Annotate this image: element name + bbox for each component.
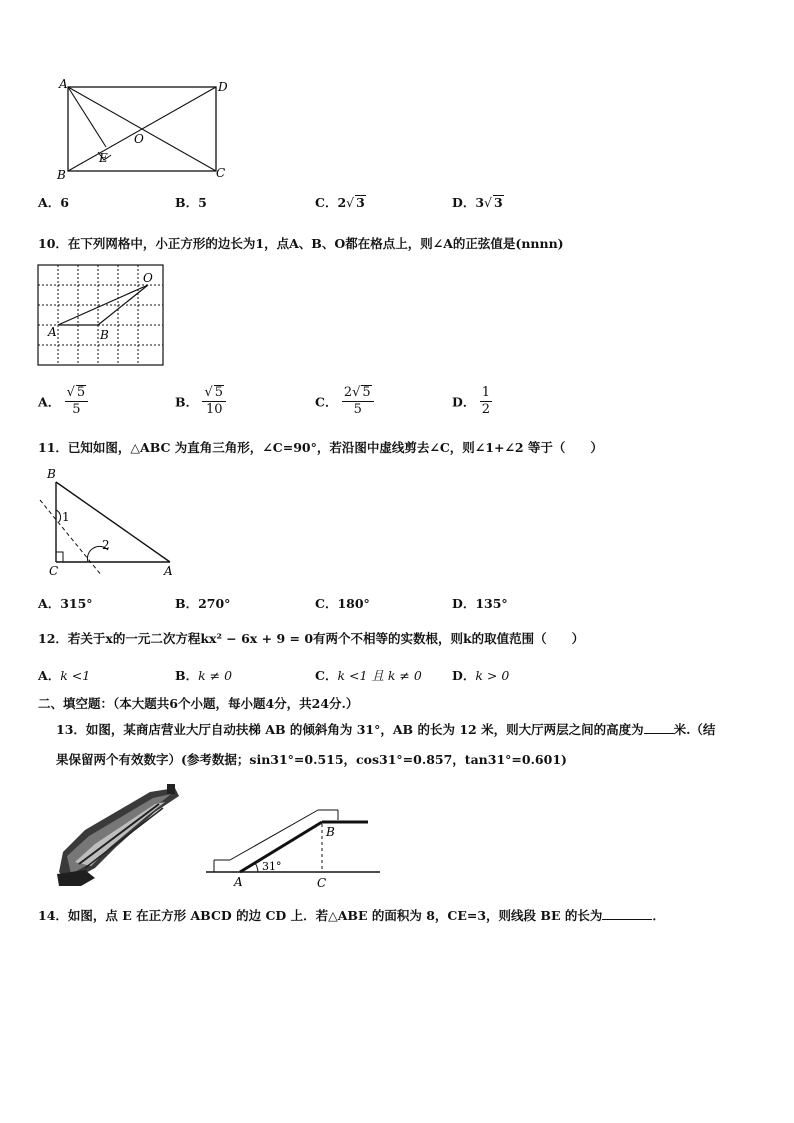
q11-text: 11．已知如图，△ABC 为直角三角形，∠C=90°，若沿图中虚线剪去∠C，则∠1+∠2 等于（ ） bbox=[38, 440, 603, 455]
q11-option-b[interactable]: B．270° bbox=[175, 596, 231, 611]
q11-label-a: A bbox=[164, 564, 173, 578]
q12-text: 12．若关于x的一元二次方程kx² − 6x + 9 = 0有两个不相等的实数根，则k的取值范围（ ） bbox=[38, 631, 585, 646]
q9-label-c: C bbox=[216, 166, 226, 180]
q11-option-a[interactable]: A．315° bbox=[38, 596, 93, 611]
q9-label-d: D bbox=[218, 80, 228, 94]
q12-options bbox=[38, 666, 558, 690]
q10-option-a-fraction: $\frac{√ 5}{5}$ bbox=[65, 385, 89, 418]
q11-option-c[interactable]: C．180° bbox=[315, 596, 370, 611]
sqrt-symbol-icon: √ bbox=[204, 385, 213, 400]
q11-options bbox=[38, 594, 558, 618]
q10-label-a: A bbox=[48, 325, 57, 339]
q9-label-a: A bbox=[59, 77, 68, 91]
q10-grid-figure bbox=[37, 264, 165, 366]
q9-option-d[interactable]: D．3√ 3 bbox=[452, 195, 503, 210]
q13-label-angle: 31° bbox=[262, 860, 282, 873]
q13-escalator-diagram bbox=[204, 800, 382, 892]
q9-option-b[interactable]: B．5 bbox=[175, 195, 207, 210]
q13-label-c: C bbox=[317, 876, 327, 890]
sqrt-symbol-icon: √ bbox=[352, 385, 361, 400]
q10-options bbox=[38, 380, 558, 420]
sqrt-symbol-icon: √ bbox=[66, 385, 75, 400]
q9-option-c[interactable]: C．2√ 3 bbox=[315, 195, 365, 210]
q12-option-a[interactable]: A．k <1 bbox=[38, 668, 91, 683]
q14-text: 14．如图，点 E 在正方形 ABCD 的边 CD 上．若△ABE 的面积为 8，CE=3，则线段 BE 的长为 ． bbox=[38, 908, 665, 923]
q9-options bbox=[38, 193, 558, 217]
q10-label-b: B bbox=[100, 328, 109, 342]
q9-label-e: E bbox=[99, 151, 108, 165]
q13-answer-blank[interactable] bbox=[644, 720, 674, 734]
q10-option-b[interactable]: B． $\frac{√ 5}{10}$ bbox=[175, 385, 226, 418]
q9-option-a[interactable]: A．6 bbox=[38, 195, 69, 210]
q11-label-c: C bbox=[49, 564, 59, 578]
q13-line2: 果保留两个有效数字）(参考数据；sin31°=0.515，cos31°=0.857，tan31°=0.601) bbox=[56, 752, 567, 767]
sqrt-symbol-icon: √ bbox=[346, 195, 355, 210]
q9-label-o: O bbox=[134, 132, 144, 146]
q11-label-angle-1: 1 bbox=[62, 510, 70, 524]
q9-label-b: B bbox=[57, 168, 66, 182]
q13-label-a: A bbox=[234, 875, 243, 889]
q10-option-c[interactable]: C． $\frac{2√ 5}{5}$ bbox=[315, 385, 374, 418]
q11-option-d[interactable]: D．135° bbox=[452, 596, 508, 611]
q10-option-a[interactable]: A． $\frac{√ 5}{5}$ bbox=[38, 385, 88, 418]
q10-label-o: O bbox=[143, 271, 153, 285]
q12-option-c[interactable]: C．k <1 且 k ≠ 0 bbox=[315, 668, 422, 683]
q11-triangle-figure bbox=[34, 464, 184, 580]
q13-label-b: B bbox=[326, 825, 335, 839]
q12-option-b[interactable]: B．k ≠ 0 bbox=[175, 668, 233, 683]
q10-option-d-fraction: $\frac{1}{2}$ bbox=[481, 385, 490, 417]
q12-option-d[interactable]: D．k > 0 bbox=[452, 668, 510, 683]
q10-option-c-fraction: $\frac{2√ 5}{5}$ bbox=[342, 385, 374, 418]
q13-line1: 13．如图，某商店营业大厅自动扶梯 AB 的倾斜角为 31°，AB 的长为 12 米，则大厅两层之间的高度为 米.（结 bbox=[56, 722, 716, 737]
section2-heading: 二、填空题：（本大题共6个小题，每小题4分，共24分.） bbox=[38, 696, 359, 711]
q10-text: 10．在下列网格中，小正方形的边长为1，点A、B、O都在格点上，则∠A的正弦值是(nnnn) bbox=[38, 236, 564, 251]
q14-answer-blank[interactable] bbox=[602, 906, 652, 920]
q9-rectangle-figure bbox=[50, 75, 240, 185]
q10-option-d[interactable]: D． $\frac{1}{2}$ bbox=[452, 385, 490, 417]
q11-label-angle-2: 2 bbox=[102, 538, 110, 552]
q13-escalator-photo bbox=[55, 782, 185, 888]
q10-option-b-fraction: $\frac{√ 5}{10}$ bbox=[202, 385, 226, 418]
sqrt-symbol-icon: √ bbox=[484, 195, 493, 210]
q11-label-b: B bbox=[47, 467, 56, 481]
